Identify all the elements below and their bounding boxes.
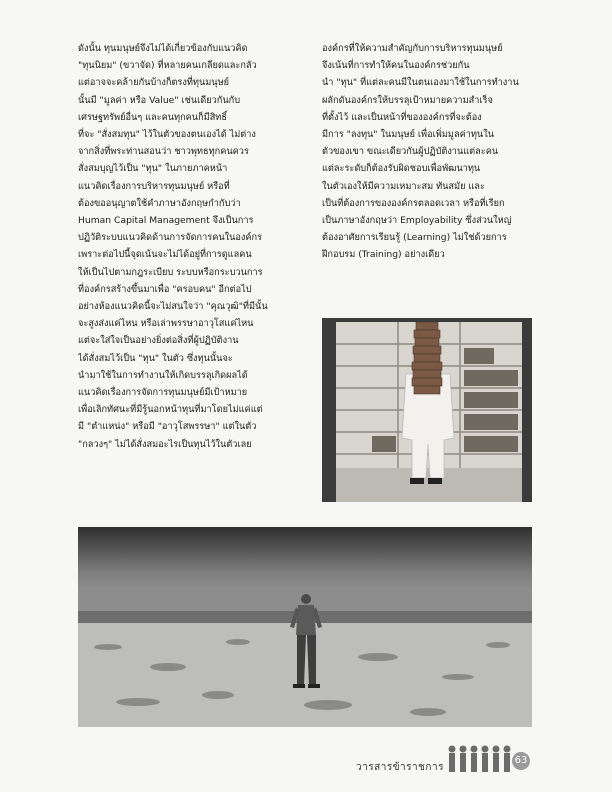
left-text-column (78, 40, 292, 453)
text-line: ปฏิวัติระบบแนวคิดด้านการจัดการคนในองค์กร (78, 232, 263, 244)
text-line: ให้เป็นไปตามกฎระเบียบ ระบบหรือกระบวนการ (78, 266, 263, 278)
text-line: จากสิ่งที่พระท่านสอนว่า ชาวพุทธทุกคนควร (78, 146, 249, 158)
text-line: ที่ตั้งไว้ และเป็นหน้าที่ขององค์กรที่จะต้อง (322, 111, 482, 123)
text-line: แนวคิดเรื่องการจัดการทุนมนุษย์มีเป้าหมาย (78, 387, 248, 399)
text-line: มีการ "ลงทุน" ในมนุษย์ เพื่อเพิ่มมูลค่าทุนใน (322, 129, 494, 141)
books-photo (322, 318, 532, 502)
text-line: ต้องขออนุญาตใช้คำภาษาอังกฤษกำกับว่า (78, 197, 241, 209)
text-line: ที่จะ "สั่งสมทุน" ไว้ในตัวของตนเองได้ ไม่ต่าง (78, 129, 256, 141)
right-text-column (322, 40, 532, 264)
text-line: ได้สั่งสมไว้เป็น "ทุน" ในตัว ซึ่งทุนนั้นจะ (78, 352, 233, 364)
text-line: นั้นมี "มูลค่า หรือ Value" เช่นเดียวกันกับ (78, 94, 241, 106)
text-line: ฝึกอบรม (Training) อย่างเดียว (322, 249, 445, 261)
text-line: นำ "ทุน" ที่แต่ละคนมีในตนเองมาใช้ในการทำงาน (322, 77, 519, 89)
text-line: มี "ตำแหน่ง" หรือมี "อาวุโสพรรษา" แต่ในตัว (78, 421, 257, 433)
people-silhouette-icon (446, 744, 522, 774)
text-line: เพราะต่อไปนี้จุดเน้นจะไม่ได้อยู่ที่การดูแลคน (78, 249, 252, 261)
text-line: อย่างห้องแนวคิดนี้จะไม่สนใจว่า "คุณวุฒิ"ที่มีนั้น (78, 301, 268, 313)
man-standing-on-rocky-beach-icon (78, 527, 532, 727)
text-line: ผลักดันองค์กรให้บรรลุเป้าหมายความสำเร็จ (322, 94, 493, 106)
text-line: แต่ละระดับก็ต้องรับผิดชอบเพื่อพัฒนาทุน (322, 163, 481, 175)
text-line: ที่องค์กรสร้างขึ้นมาเพื่อ "ครอบคน" อีกต่อไป (78, 283, 252, 295)
journal-title: วารสารข้าราชการ (356, 762, 444, 773)
text-line: เศรษฐทรัพย์อื่นๆ และคนทุกคนก็มีสิทธิ์ (78, 111, 227, 123)
text-line: ดังนั้น ทุนมนุษย์จึงไม่ได้เกี่ยวข้องกับแนวคิด (78, 43, 248, 54)
text-line: ตัวของเขา ขณะเดียวกันผู้ปฏิบัติงานแต่ละคน (322, 146, 499, 158)
text-line: เป็นที่ต้องการขององค์กรตลอดเวลา หรือที่เรียก (322, 197, 505, 209)
text-line: นำมาใช้ในการทำงานให้เกิดบรรลุเกิดผลได้ (78, 369, 248, 381)
text-line: แต่จะใส่ใจเป็นอย่างยิ่งต่อสิ่งที่ผู้ปฏิบัติงาน (78, 335, 239, 347)
text-line: "กลวงๆ" ไม่ได้สั่งสมอะไรเป็นทุนไว้ในตัวเลย (78, 438, 252, 450)
text-line: ในตัวเองให้มีความเหมาะสม ทันสมัย และ (322, 180, 485, 192)
text-line: จึงเน้นที่การทำให้คนในองค์กรช่วยกัน (322, 60, 470, 72)
text-line: จะสูงส่งแค่ไหน หรือเล่าพรรษาอาวุโสแค่ไหน (78, 318, 254, 330)
text-line: เพื่อเลิกทัศนะที่มีรู้นอกหน้าทุนที่มาโดยไม่แค่แต่ (78, 404, 263, 416)
text-line: Human Capital Management จึงเป็นการ (78, 215, 254, 227)
text-line: ต้องอาศัยการเรียนรู้ (Learning) ไม่ใช่ด้วยการ (322, 232, 507, 244)
text-line: สั่งสมบุญไว้เป็น "ทุน" ในภายภาคหน้า (78, 163, 228, 175)
text-line: เป็นภาษาอังกฤษว่า Employability ซึ่งส่วนใหญ่ (322, 215, 512, 227)
text-line: องค์กรที่ให้ความสำคัญกับการบริหารทุนมนุษย์ (322, 43, 503, 54)
text-line: แนวคิดเรื่องการบริหารทุนมนุษย์ หรือที่ (78, 180, 230, 192)
person-carrying-stack-of-books-icon (322, 318, 532, 502)
text-line: "ทุนนิยม" (ขวาจัด) ที่หลายคนเกลียดและกลัว (78, 60, 257, 72)
page-number: 63 (512, 752, 530, 770)
beach-photo (78, 527, 532, 727)
text-line: แต่อาจจะคล้ายกันบ้างก็ตรงที่ทุนมนุษย์ (78, 77, 230, 89)
